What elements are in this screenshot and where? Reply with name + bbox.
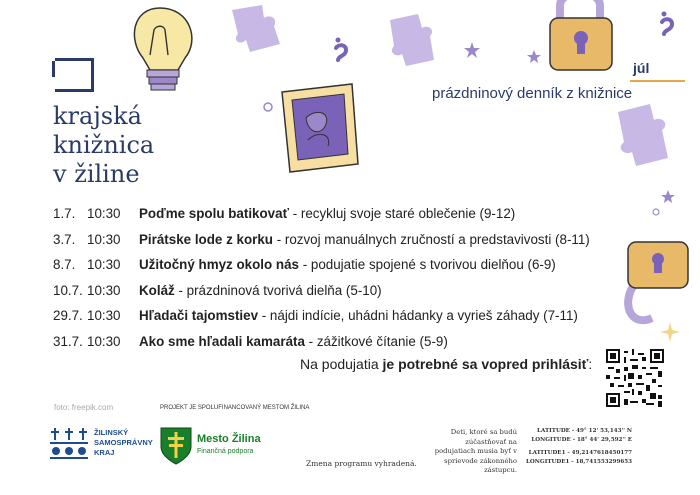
event-title: Pirátske lode z korku: [139, 231, 273, 247]
event-title: Poďme spolu batikovať: [139, 206, 289, 221]
page-subtitle: prázdninový denník z knižnice: [432, 85, 633, 102]
event-description: [139, 283, 382, 298]
event-description: [139, 257, 556, 272]
event-row: [53, 232, 623, 258]
logo-line: knižnica: [53, 131, 155, 159]
event-description: [139, 232, 590, 247]
event-date: 29.7.: [53, 308, 83, 323]
event-description: [139, 308, 578, 323]
children-note: Deti, ktoré sa budú zúčastňovať na podujatiach musia byť v sprievode zákonného zástupcu.: [434, 428, 517, 474]
gps-coordinates: [526, 427, 632, 466]
event-date: 10.7.: [53, 282, 83, 298]
event-details: - recykluj svoje staré oblečenie (9-12): [288, 206, 516, 221]
coordinate-line: LONGITUDE1 - 18,741553299653: [526, 458, 633, 465]
event-time: 10:30: [87, 257, 121, 272]
circle-decor-icon: [653, 209, 659, 215]
event-date: 1.7.: [53, 206, 76, 221]
coordinate-line: LATITUDE - 49° 12' 53,143'' N: [537, 428, 633, 434]
event-time: 10:30: [87, 308, 121, 323]
question-mark-icon: [336, 19, 672, 60]
event-details: - nájdi indície, uhádni hádanky a vyrieš záhady (7-11): [258, 308, 578, 323]
event-details: - podujatie spojené s tvorivou dielňou (6-9): [298, 257, 556, 272]
library-logo-mark: [55, 58, 94, 92]
event-time: 10:30: [87, 333, 121, 349]
event-time: 10:30: [87, 282, 121, 298]
month-label: júl: [633, 60, 650, 76]
zsk-name: [94, 428, 153, 458]
signup-prefix: Na podujatia: [300, 356, 383, 372]
city-support-label: Finančná podpora: [197, 448, 254, 455]
lightbulb-icon: [134, 8, 191, 90]
zsk-line: ŽILINSKÝ: [94, 428, 129, 437]
event-date: 3.7.: [53, 231, 76, 247]
event-time: 10:30: [87, 206, 121, 221]
event-description: [139, 334, 448, 349]
event-details: - zážitkové čítanie (5-9): [304, 333, 448, 349]
logo-line: v žiline: [53, 160, 140, 188]
event-title: Hľadači tajomstiev: [139, 308, 259, 323]
circle-decor-icon: [264, 103, 272, 111]
coordinate-line: LONGITUDE - 18° 44' 29,592'' E: [531, 436, 633, 443]
program-change-note: Zmena programu vyhradená.: [306, 459, 417, 468]
zsk-line: SAMOSPRÁVNY: [94, 438, 153, 447]
sparkle-icon: [660, 322, 680, 342]
event-schedule: [53, 206, 623, 359]
book-icon: [282, 84, 358, 172]
month-underline: [630, 80, 685, 82]
zsk-line: KRAJ: [94, 448, 115, 457]
event-row: [53, 206, 623, 232]
logo-line: krajská: [53, 102, 142, 130]
project-note: PROJEKT JE SPOLUFINANCOVANÝ MESTOM ŽILINA: [160, 405, 310, 411]
event-title: Koláž: [139, 282, 175, 298]
padlock-icon: [550, 0, 612, 70]
padlock-icon: [628, 242, 688, 320]
zilina-crest-icon: [160, 427, 192, 465]
signup-suffix: :: [588, 356, 593, 372]
event-date: 8.7.: [53, 257, 76, 272]
signup-note: [300, 356, 592, 372]
event-details: - prázdninová tvorivá dielňa (5-10): [174, 282, 382, 298]
event-date: 31.7.: [53, 333, 83, 349]
event-title: Užitočný hmyz okolo nás: [139, 257, 299, 272]
question-dot-icon: [336, 12, 667, 43]
city-name: Mesto Žilina: [197, 433, 261, 445]
event-row: [53, 283, 623, 309]
zsk-logo-icon: [50, 426, 90, 462]
event-description: [139, 206, 515, 221]
event-details: - rozvoj manuálnych zručností a predstavivosti (8-11): [272, 231, 590, 247]
event-time: 10:30: [87, 231, 121, 247]
event-title: Ako sme hľadali kamaráta: [139, 333, 305, 349]
photo-credit: foto: freepik.com: [54, 403, 114, 412]
signup-emphasis: je potrebné sa vopred prihlásiť: [382, 356, 589, 372]
library-logo-text: [53, 102, 223, 189]
coordinate-line: LATITUDE1 - 49,2147618450177: [528, 450, 633, 456]
event-row: [53, 257, 623, 283]
qr-code-icon[interactable]: [606, 349, 664, 407]
event-row: [53, 308, 623, 334]
